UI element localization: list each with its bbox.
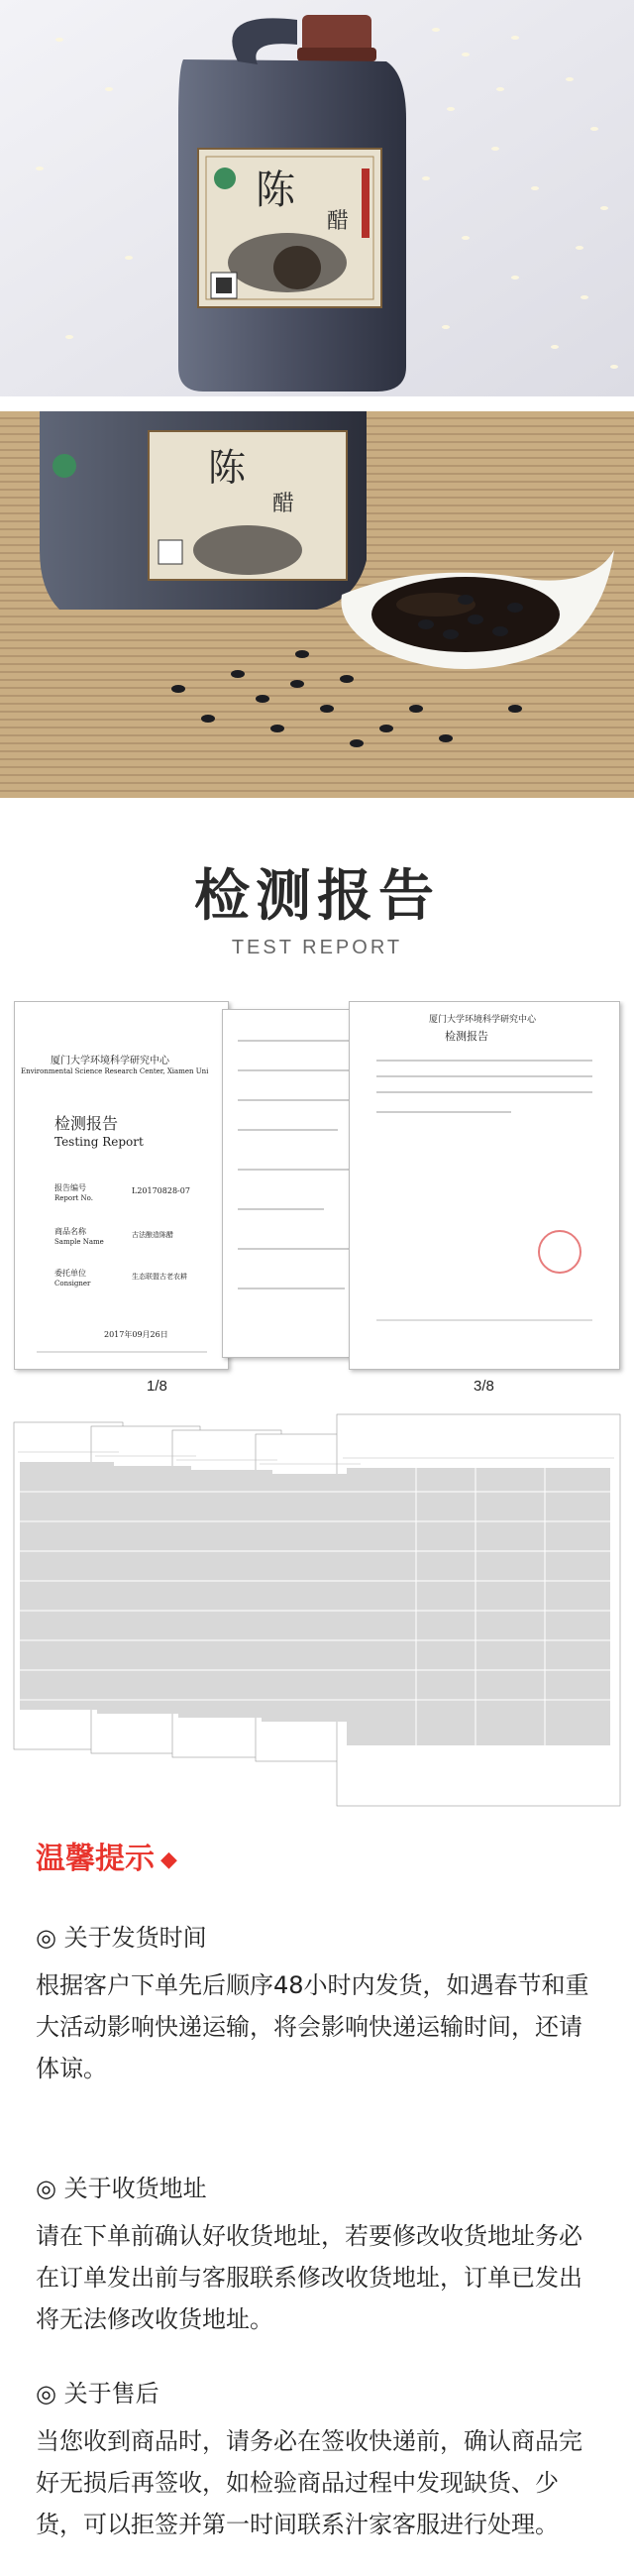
report-scan-row-1 xyxy=(0,1001,634,1402)
report-page-3 xyxy=(349,1001,620,1370)
diamond-icon: ◆ xyxy=(160,1848,177,1872)
label-char-chen: 陈 xyxy=(256,168,295,213)
report-section-subtitle: TEST REPORT xyxy=(231,937,403,958)
report-table-pages xyxy=(0,1412,634,1814)
cover-report-no-label: 报告编号 xyxy=(54,1183,86,1192)
report-scan-row-2 xyxy=(0,1412,634,1814)
page-label-1: 1/8 xyxy=(147,1378,167,1395)
cover-institute-en: Environmental Science Research Center, Xiamen Uni xyxy=(21,1067,209,1075)
product-photo-top xyxy=(0,0,634,396)
cover-date: 2017年09月26日 xyxy=(104,1330,168,1339)
section-body-address: 请在下单前确认好收货地址，若要修改收货地址务必在订单发出前与客服联系修改收货地址，订单已发出将无法修改收货地址。 xyxy=(36,2222,582,2333)
page3-institute: 厦门大学环境科学研究中心 xyxy=(429,1015,537,1025)
official-seal-icon xyxy=(538,1230,581,1274)
section-heading-address: ◎ 关于收货地址 xyxy=(36,2175,207,2202)
report-section-title: 检测报告 xyxy=(194,863,440,929)
brand-logo-icon-2 xyxy=(53,454,76,478)
cover-institute-zh: 厦门大学环境科学研究中心 xyxy=(51,1056,169,1066)
section-heading-aftersale: ◎ 关于售后 xyxy=(36,2380,159,2408)
page-label-3: 3/8 xyxy=(474,1378,494,1395)
brand-logo-icon xyxy=(214,168,236,189)
section-divider xyxy=(0,396,634,411)
cover-consigner-label: 委托单位 xyxy=(54,1269,86,1278)
label-char-cu: 醋 xyxy=(327,209,350,234)
cover-report-no-label-en: Report No. xyxy=(54,1194,93,1202)
qr-code-icon-2 xyxy=(158,540,182,564)
cover-sample-label: 商品名称 xyxy=(54,1227,86,1236)
bamboo-mat-scene xyxy=(0,411,634,798)
cover-consigner-label-en: Consigner xyxy=(54,1280,91,1288)
label-char-chen-2: 陈 xyxy=(208,446,247,490)
page3-doc-title: 检测报告 xyxy=(445,1030,488,1043)
label-char-cu-2: 醋 xyxy=(272,492,295,516)
cover-doc-title-en: Testing Report xyxy=(54,1135,144,1149)
report-page-2 xyxy=(222,1009,368,1358)
section-heading-shipping: ◎ 关于发货时间 xyxy=(36,1924,207,1952)
notice-title xyxy=(36,1834,177,1877)
section-body-aftersale: 当您收到商品时，请务必在签收快递前，确认商品完好无损后再签收，如检验商品过程中发现缺货、少货，可以拒签并第一时间联系汁家客服进行处理。 xyxy=(36,2427,582,2538)
cover-report-no: L20170828-07 xyxy=(132,1186,190,1195)
product-photo-dish xyxy=(0,411,634,798)
cover-doc-title-zh: 检测报告 xyxy=(54,1114,119,1133)
notice-title-text: 温馨提示 xyxy=(36,1842,155,1876)
section-body-shipping: 根据客户下单先后顺序48小时内发货，如遇春节和重大活动影响快递运输，将会影响快递运输时间，还请体谅。 xyxy=(36,1971,589,2082)
report-page-cover xyxy=(14,1001,229,1370)
cover-consigner-value: 生态联盟古老农耕 xyxy=(132,1273,187,1281)
vinegar-jug-illustration xyxy=(0,0,634,396)
cover-sample-label-en: Sample Name xyxy=(54,1238,104,1246)
cover-sample-value: 古法酿造陈醋 xyxy=(132,1231,173,1239)
